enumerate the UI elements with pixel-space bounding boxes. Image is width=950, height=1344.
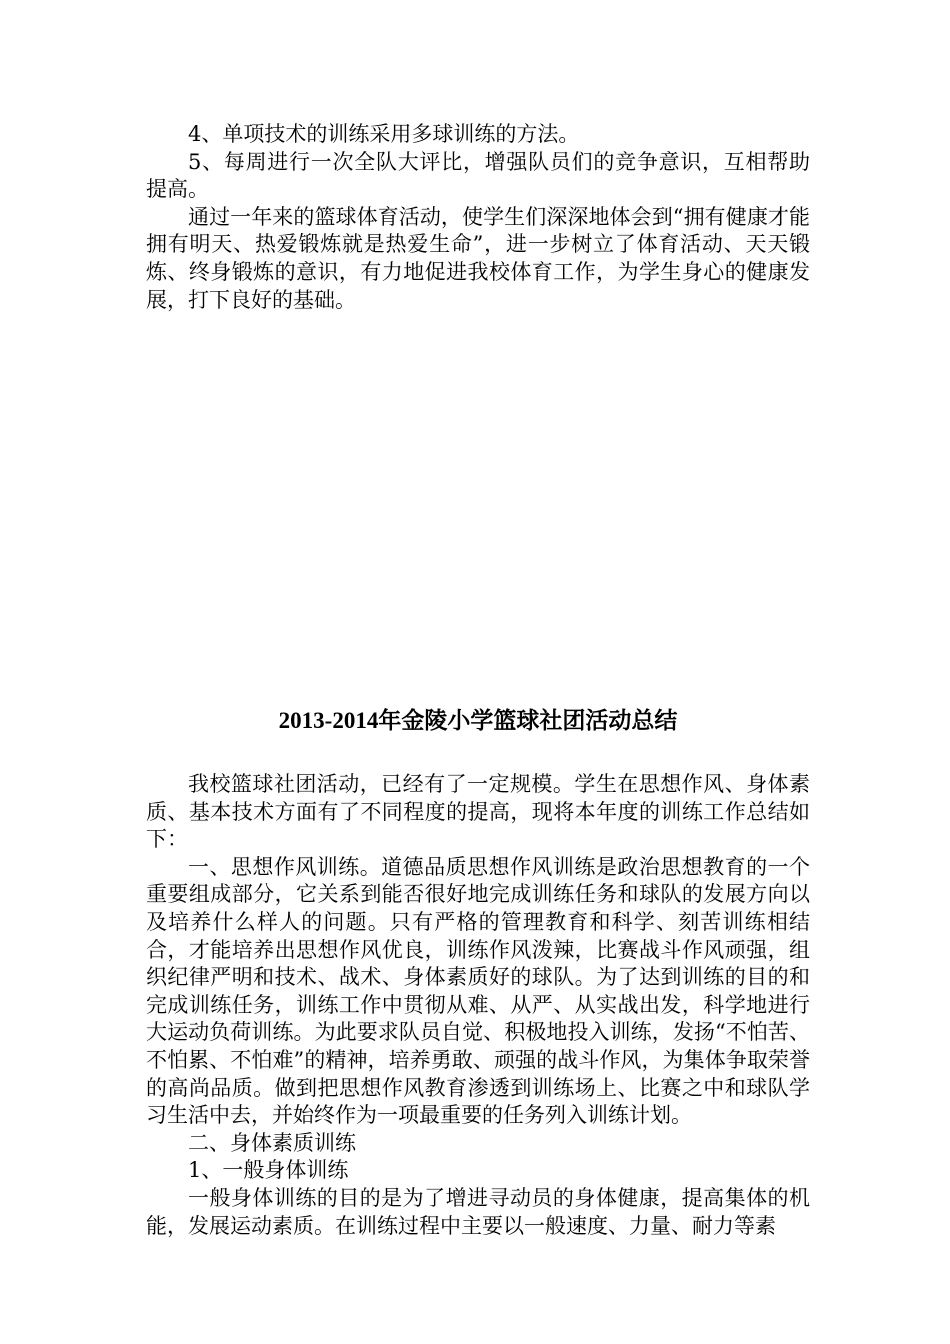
paragraph-conclusion: 通过一年来的篮球体育活动，使学生们深深地体会到“拥有健康才能拥有明天、热爱锻炼就是热爱生命”，进一步树立了体育活动、天天锻炼、终身锻炼的意识，有力地促进我校体育工作，为学生身心的健康发展，打下良好的基础。 <box>146 204 810 312</box>
summary-title: 2013-2014年金陵小学篮球社团活动总结 <box>278 708 678 733</box>
paragraph-general-physical-training: 一般身体训练的目的是为了增进寻动员的身体健康，提高集体的机能，发展运动素质。在训练过程中主要以一般速度、力量、耐力等素 <box>146 1185 810 1238</box>
heading-general-physical-training: 1、一般身体训练 <box>188 1158 349 1183</box>
paragraph-intro: 我校篮球社团活动，已经有了一定规模。学生在思想作风、身体素质、基本技术方面有了不同程度的提高，现将本年度的训练工作总结如下： <box>146 772 810 852</box>
paragraph-point-5: 5、每周进行一次全队大评比，增强队员们的竞争意识，互相帮助提高。 <box>146 149 810 202</box>
paragraph-point-4: 4、单项技术的训练采用多球训练的方法。 <box>188 122 580 146</box>
paragraph-ideology-training: 一、思想作风训练。道德品质思想作风训练是政治思想教育的一个重要组成部分，它关系到能否很好地完成训练任务和球队的发展方向以及培养什么样人的问题。只有严格的管理教育和科学、刻苦训练相结合，才能培养出思想作风优良，训练作风泼辣，比赛战斗作风顽强，组织纪律严明和技术、战术、身体素质好的球队。为了达到训练的目的和完成训练任务，训练工作中贯彻从难、从严、从实战出发，科学地进行大运动负荷训练。为此要求队员自觉、积极地投入训练，发扬“不怕苦、不怕累、不怕难”的精神，培养勇敢、顽强的战斗作风，为集体争取荣誉的高尚品质。做到把思想作风教育渗透到训练场上、比赛之中和球队学习生活中去，并始终作为一项最重要的任务列入训练计划。 <box>146 854 810 1128</box>
previous-section-tail <box>146 121 810 314</box>
heading-physical-training: 二、身体素质训练 <box>188 1130 356 1155</box>
summary-section <box>146 704 810 1240</box>
